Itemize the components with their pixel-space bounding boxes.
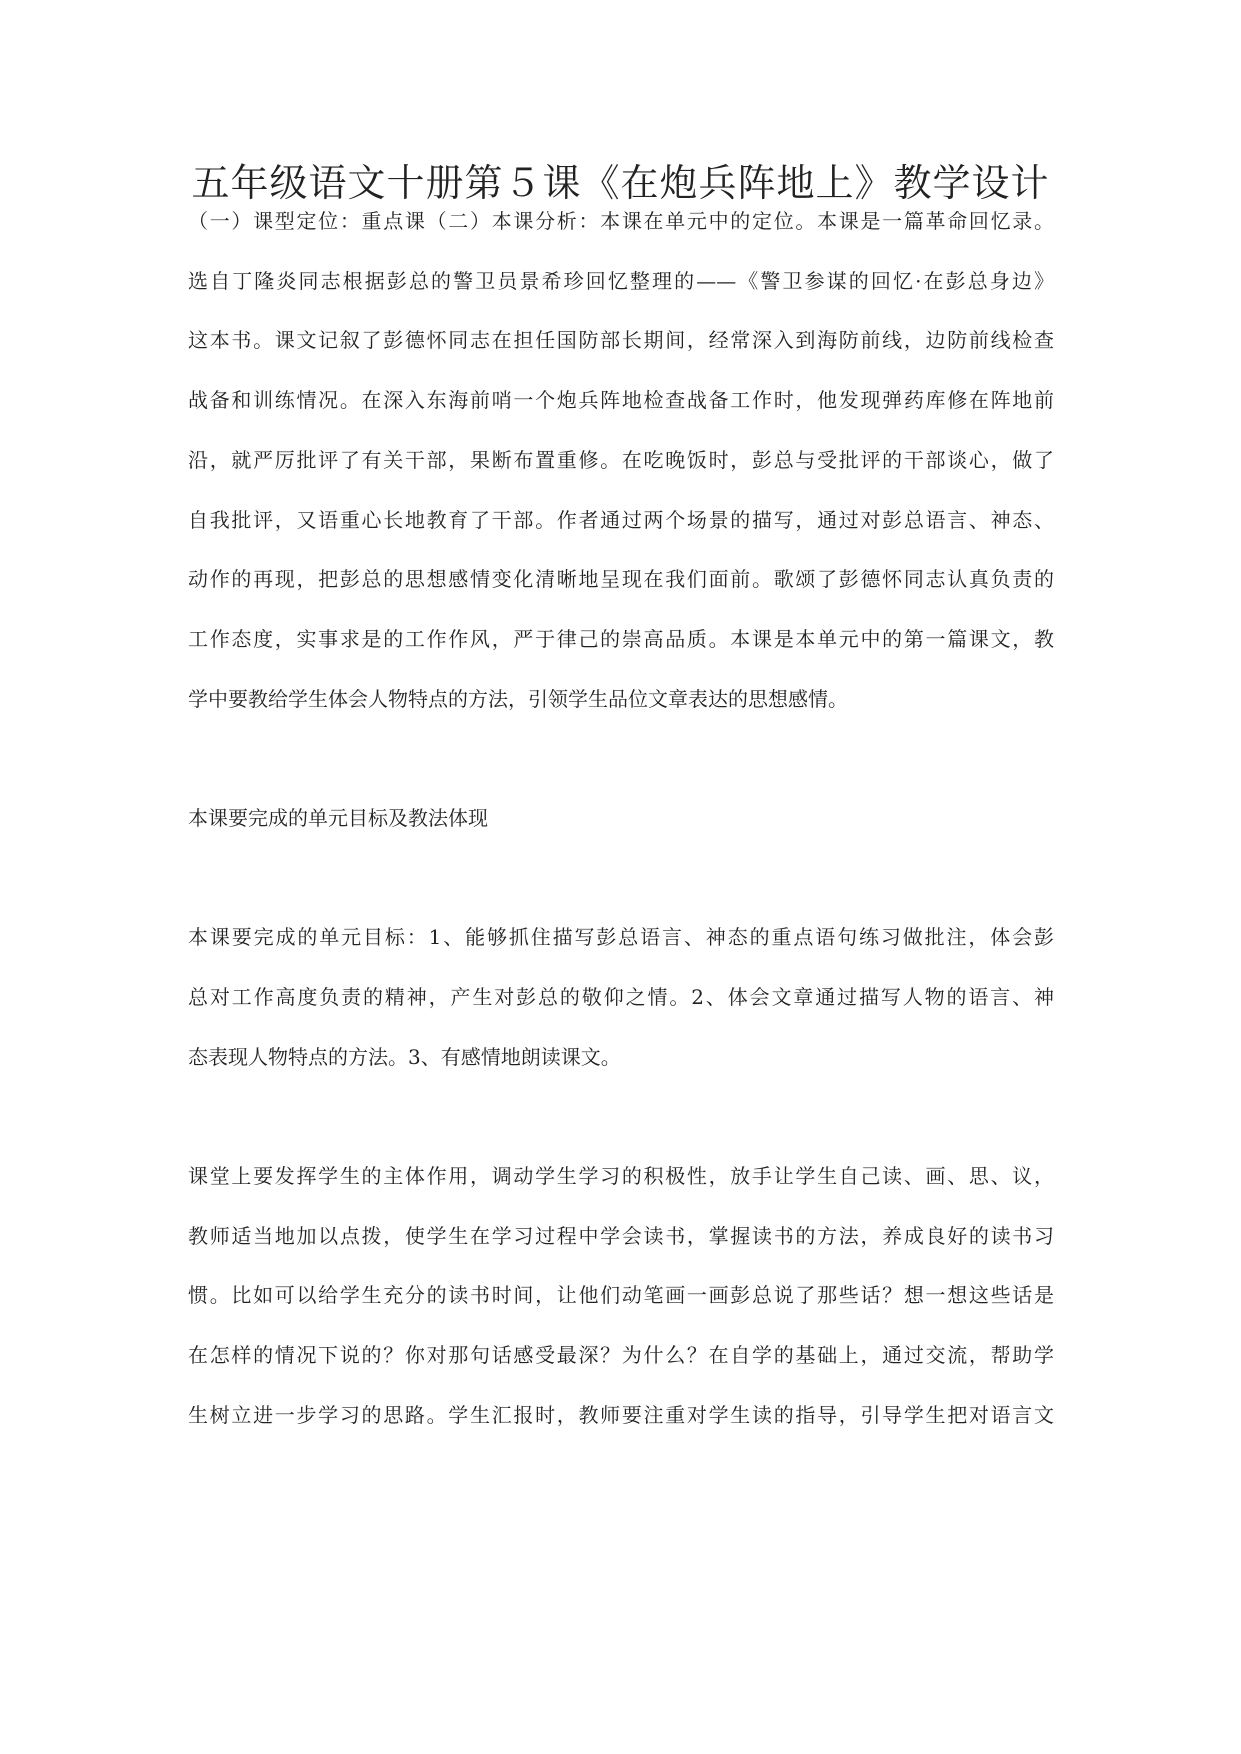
text-line: 自我批评，又语重心长地教育了干部。作者通过两个场景的描写，通过对彭总语言、神态、	[188, 508, 1054, 532]
text-line: 生树立进一步学习的思路。学生汇报时，教师要注重对学生读的指导，引导学生把对语言文	[188, 1403, 1054, 1427]
text-line: 战备和训练情况。在深入东海前哨一个炮兵阵地检查战备工作时，他发现弹药库修在阵地前	[188, 388, 1054, 412]
text-line: 态表现人物特点的方法。3、有感情地朗读课文。	[188, 1045, 621, 1069]
text-line: 总对工作高度负责的精神，产生对彭总的敬仰之情。2、体会文章通过描写人物的语言、神	[188, 985, 1054, 1009]
text-line: 工作态度，实事求是的工作作风，严于律己的崇高品质。本课是本单元中的第一篇课文，教	[188, 627, 1054, 651]
text-line: 动作的再现，把彭总的思想感情变化清晰地呈现在我们面前。歌颂了彭德怀同志认真负责的	[188, 567, 1054, 591]
text-line: 惯。比如可以给学生充分的读书时间，让他们动笔画一画彭总说了那些话？想一想这些话是	[188, 1283, 1054, 1307]
text-line: 本课要完成的单元目标：1、能够抓住描写彭总语言、神态的重点语句练习做批注，体会彭	[188, 925, 1054, 949]
text-line: 教师适当地加以点拨，使学生在学习过程中学会读书，掌握读书的方法，养成良好的读书习	[188, 1224, 1054, 1248]
text-line: 沿，就严厉批评了有关干部，果断布置重修。在吃晚饭时，彭总与受批评的干部谈心，做了	[188, 448, 1054, 472]
text-line: 本课要完成的单元目标及教法体现	[188, 806, 488, 830]
text-line: （一）课型定位：重点课（二）本课分析：本课在单元中的定位。本课是一篇革命回忆录。	[188, 209, 1054, 233]
text-line: 在怎样的情况下说的？你对那句话感受最深？为什么？在自学的基础上，通过交流，帮助学	[188, 1343, 1054, 1367]
text-line: 学中要教给学生体会人物特点的方法，引领学生品位文章表达的思想感情。	[188, 687, 848, 711]
text-line: 这本书。课文记叙了彭德怀同志在担任国防部长期间，经常深入到海防前线，边防前线检查	[188, 328, 1054, 352]
text-line: 选自丁隆炎同志根据彭总的警卫员景希珍回忆整理的——《警卫参谋的回忆·在彭总身边》	[188, 269, 1054, 293]
text-line: 课堂上要发挥学生的主体作用，调动学生学习的积极性，放手让学生自己读、画、思、议，	[188, 1164, 1054, 1188]
document-title: 五年级语文十册第５课《在炮兵阵地上》教学设计	[191, 161, 1050, 205]
